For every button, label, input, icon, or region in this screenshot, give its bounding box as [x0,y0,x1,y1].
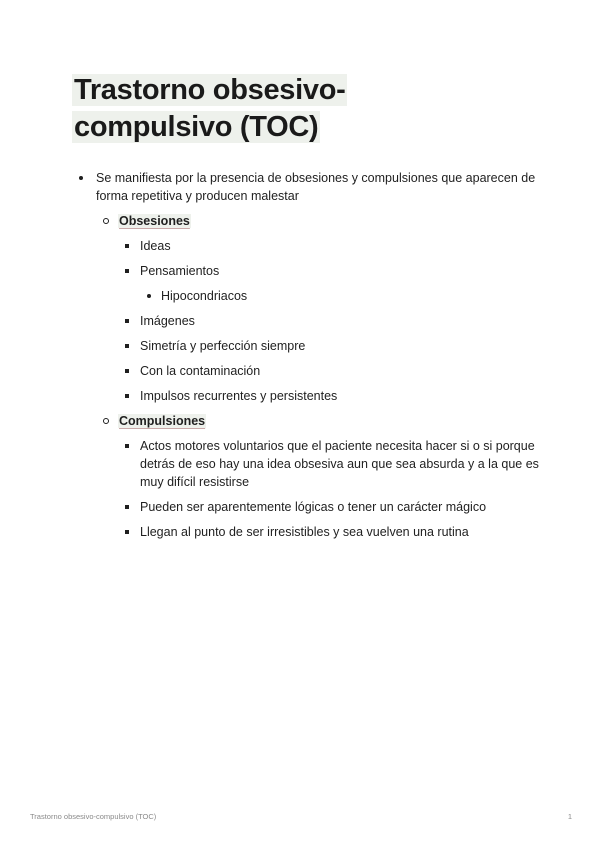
footer-doc-name: Trastorno obsesivo-compulsivo (TOC) [30,812,157,821]
main-list [72,169,542,541]
list-item-text: Llegan al punto de ser irresistibles y sea vuelven una rutina [140,525,469,539]
list-item-text: Hipocondriacos [161,289,248,303]
document-body [72,169,542,548]
list-item-text: Impulsos recurrentes y persistentes [140,389,338,403]
page-title-text: Trastorno obsesivo-compulsivo (TOC) [74,74,346,143]
list-item-text: Imágenes [140,314,195,328]
list-item [118,237,542,255]
compulsiones-link[interactable]: Compulsiones [119,414,206,428]
list-item [118,437,542,491]
list-item-intro [72,169,542,541]
section-obsesiones [96,212,542,405]
obsesiones-link[interactable]: Obsesiones [119,214,190,228]
page-title [72,72,372,146]
list-item [118,362,542,380]
obsesiones-list [118,237,542,405]
pensamientos-sublist [140,287,542,305]
list-item [118,312,542,330]
list-item-text: Pueden ser aparentemente lógicas o tener un carácter mágico [140,500,487,514]
list-item-text: Actos motores voluntarios que el paciente necesita hacer si o si porque detrás de eso hay una idea obsesiva aun que sea absurda y a la que es muy difícil resistirse [140,439,539,489]
list-item [118,498,542,516]
list-item-text: Pensamientos [140,264,220,278]
list-item [140,287,542,305]
intro-text: Se manifiesta por la presencia de obsesiones y compulsiones que aparecen de forma repetitiva y producen malestar [96,171,536,203]
footer-page-number: 1 [567,812,572,821]
list-item [118,337,542,355]
list-item [118,387,542,405]
page-title-block [72,72,372,146]
list-item-text: Simetría y perfección siempre [140,339,306,353]
list-item-text: Con la contaminación [140,364,261,378]
compulsiones-list [118,437,542,541]
list-item [118,262,542,305]
list-item [118,523,542,541]
section-compulsiones [96,412,542,541]
list-item-text: Ideas [140,239,171,253]
sections-list [96,212,542,541]
